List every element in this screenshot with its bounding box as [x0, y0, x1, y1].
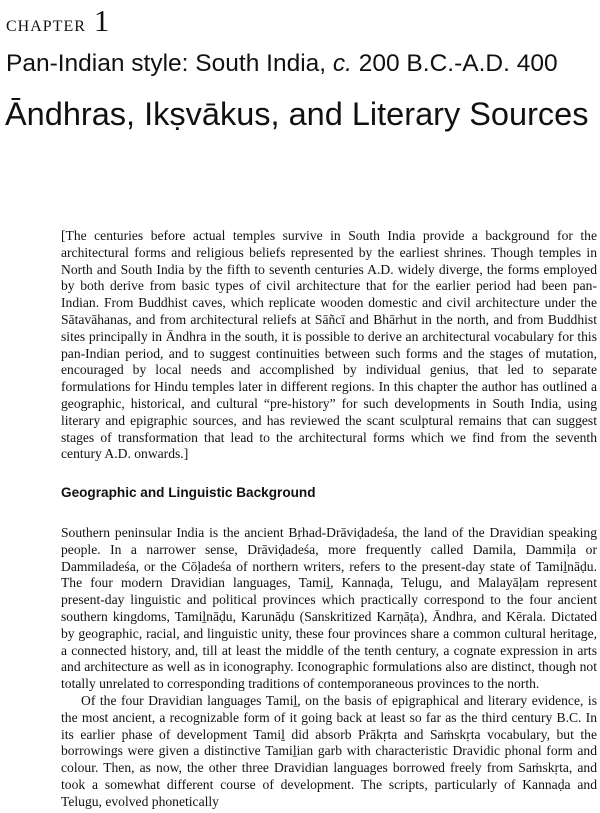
- body-paragraph-2: Of the four Dravidian languages Tamiḻ, on the basis of epigraphical and literary evidence, is the most ancient, a recognizable form of it going back at least so far as the third century B.C. In its earlier phase of development Tamiḻ did absorb Prākṛta and Saṁskṛta vocabulary, but the borrowings were given a distinctive Tamiḻian garb with characteristic Dravidic phonal form and colour. Then, as now, the other three Dravidian languages borrowed freely from Saṁskṛta, and took a somewhat different course of development. The scripts, particularly of Kannaḍa and Telugu, evolved phonetically: [61, 692, 597, 809]
- subtitle-range: 200 B.C.-A.D. 400: [351, 50, 558, 77]
- section-heading: Geographic and Linguistic Background: [61, 485, 316, 500]
- chapter-number: 1: [93, 3, 110, 38]
- subtitle-prefix: Pan-Indian style: South India,: [6, 50, 333, 77]
- chapter-subtitle: [6, 48, 558, 80]
- chapter-word: CHAPTER: [6, 18, 86, 35]
- section-body: [61, 525, 597, 811]
- chapter-abstract: [The centuries before actual temples survive in South India provide a background for the architectural forms and religious beliefs represented by the earliest shrines. Though temples in North and South India by the fifth to seventh centuries A.D. widely diverge, the forms employed by both derive from basic types of civil architecture that for the earlier period had been pan-Indian. From Buddhist caves, which replicate wooden domestic and civil architecture under the Sātavāhanas, and from architectural reliefs at Sāñcī and Bhārhut in the north, and from Buddhist sites principally in Āndhra in the south, it is possible to derive an architectural vocabulary for this pan-Indian period, and to suggest continuities between such forms and the stages of mutation, encouraged by local needs and accomplished by individual genius, that led to separate formulations for Hindu temples later in different regions. In this chapter the author has outlined a geographic, historical, and cultural “pre-history” for such developments in South India, using literary and epigraphic sources, and has reviewed the scant sculptural remains that can suggest stages of transformation that lead to the architectural forms which we find from the seventh century A.D. onwards.]: [61, 228, 597, 462]
- subtitle-circa: c.: [332, 50, 352, 77]
- chapter-label: [6, 4, 109, 44]
- chapter-title: Āndhras, Ikṣvākus, and Literary Sources: [5, 96, 589, 132]
- body-paragraph-1: Southern peninsular India is the ancient Bṛhad-Drāviḍadeśa, the land of the Dravidian speaking people. In a narrower sense, Drāviḍadeśa, more frequently called Damila, Dammiḷa or Dammiladeśa, or the Cōḷadeśa of northern writers, refers to the present-day state of Tamiḻnāḍu. The four modern Dravidian languages, Tamiḻ, Kannaḍa, Telugu, and Malayāḷam represent present-day linguistic and political provinces which practically correspond to the four ancient southern kingdoms, Tamiḻnāḍu, Karunāḍu (Sanskritized Karṇāṭa), Āndhra, and Kērala. Dictated by geographic, racial, and linguistic unity, these four provinces share a common cultural heritage, a connected history, and, till at least the middle of the tenth century, a cognate expression in arts and architecture as well as in iconography. Iconographic formulations also are distinct, though not totally unrelated to corresponding traditions of contemporaneous provinces to the north.: [61, 525, 597, 692]
